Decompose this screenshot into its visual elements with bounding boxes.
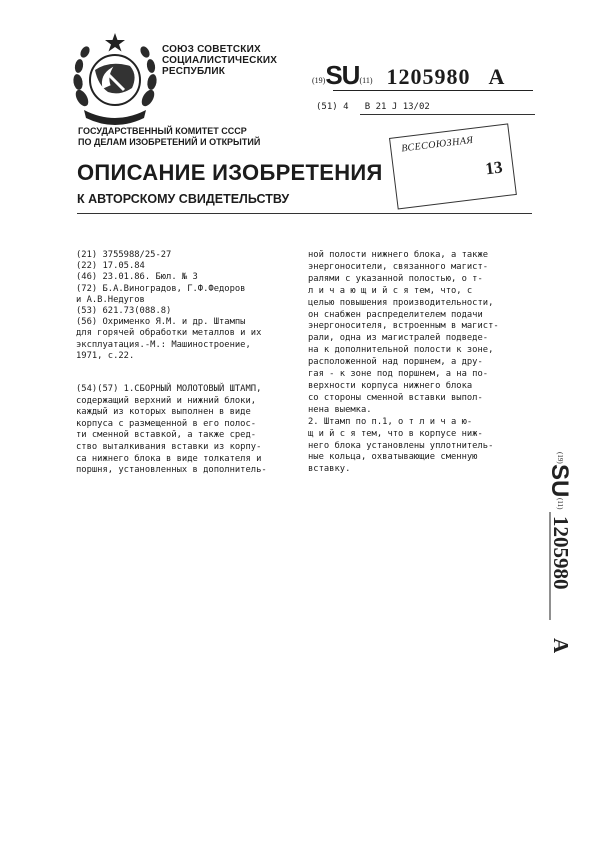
ipc-value: B 21 J 13/02	[364, 102, 430, 112]
claim-line: целью повышения производительности,	[308, 297, 494, 308]
ipc-code: (51) 4	[316, 102, 349, 112]
claim-line: энергоносителя, встроенным в магист-	[308, 321, 499, 332]
claim-line: вставку.	[308, 464, 351, 475]
side-number: 1205980	[549, 516, 573, 590]
biblio-line: (56) Охрименко Я.М. и др. Штампы	[76, 317, 246, 328]
claims-left-column	[76, 384, 306, 477]
claim-line: ные кольца, охватывающие сменную	[308, 452, 478, 463]
claim-line: гая - к зоне под поршнем, а на по-	[308, 369, 489, 380]
claim-line: щ и й с я тем, что в корпусе ниж-	[308, 428, 483, 439]
committee-line: ПО ДЕЛАМ ИЗОБРЕТЕНИЙ И ОТКРЫТИЙ	[78, 137, 261, 147]
claim-line: него блока установлены уплотнитель-	[308, 440, 494, 451]
claim-line: расположенной над поршнем, а дру-	[308, 357, 483, 368]
ipc-classification	[316, 102, 430, 112]
side-code-11: (11)	[556, 498, 564, 510]
claim-line: поршня, установленных в дополнитель-	[76, 465, 267, 476]
union-line: СОЦИАЛИСТИЧЕСКИХ	[162, 55, 278, 66]
biblio-line: (21) 3755988/25-27	[76, 250, 172, 260]
claim-line: на к дополнительной полости к зоне,	[308, 345, 494, 356]
union-name	[162, 44, 277, 77]
claim-line: л и ч а ю щ и й с я тем, что, с	[308, 285, 473, 296]
claim-line: (54)(57) 1.СБОРНЫЙ МОЛОТОВЫЙ ШТАМП,	[76, 384, 262, 394]
claim-line: ралями с указанной полостью, о т-	[308, 273, 483, 284]
stamp-number: 13	[484, 157, 504, 179]
code-11: (11)	[359, 75, 373, 85]
side-country-code: SU	[546, 464, 573, 498]
claim-line: нена выемка.	[308, 404, 372, 415]
claims-right-column	[308, 250, 528, 476]
claim-line: энергоносители, связанного магист-	[308, 261, 489, 272]
biblio-line: (53) 621.73(088.8)	[76, 306, 172, 317]
patent-kind: A	[488, 64, 505, 89]
ussr-emblem-icon	[70, 30, 160, 130]
divider	[333, 90, 533, 91]
biblio-line: для горячей обработки металлов и их	[76, 328, 262, 339]
claim-line: он снабжен распределителем подачи	[308, 309, 483, 320]
side-kind: A	[549, 638, 573, 654]
biblio-line: 1971, с.22.	[76, 350, 135, 361]
patent-number-block	[312, 60, 504, 91]
document-title: ОПИСАНИЕ ИЗОБРЕТЕНИЯ	[77, 160, 383, 185]
claim-line: ти сменной вставкой, а также сред-	[76, 430, 257, 441]
biblio-line: (22) 17.05.84	[76, 261, 145, 272]
code-19: (19)	[312, 75, 326, 85]
patent-number: 1205980	[386, 64, 471, 89]
bibliographic-data	[76, 250, 302, 362]
claim-line: ство выталкивания вставки из корпу-	[76, 441, 262, 452]
claim-line: корпуса с размещенной в его полос-	[76, 418, 257, 429]
claim-line: рали, одна из магистралей подведе-	[308, 333, 489, 344]
stamp-text: ВСЕСОЮЗНАЯ	[400, 134, 475, 155]
claim-line: каждый из которых выполнен в виде	[76, 407, 251, 418]
divider	[77, 213, 532, 214]
claim-line: са нижнего блока в виде толкателя и	[76, 453, 262, 464]
library-stamp	[389, 123, 517, 209]
claim-line: содержащий верхний и нижний блоки,	[76, 395, 257, 406]
biblio-line: (72) Б.А.Виноградов, Г.Ф.Федоров	[76, 283, 246, 294]
union-line: СОЮЗ СОВЕТСКИХ	[162, 44, 261, 55]
country-code: SU	[325, 60, 360, 90]
side-code-19: (19)	[556, 452, 564, 464]
committee-line: ГОСУДАРСТВЕННЫЙ КОМИТЕТ СССР	[78, 126, 247, 136]
document-subtitle: К АВТОРСКОМУ СВИДЕТЕЛЬСТВУ	[77, 192, 290, 206]
divider	[360, 114, 535, 115]
claim-line: верхности корпуса нижнего блока	[308, 380, 473, 391]
union-line: РЕСПУБЛИК	[162, 66, 226, 77]
claim-line: со стороны сменной вставки выпол-	[308, 392, 483, 403]
biblio-line: и А.В.Недугов	[76, 294, 145, 305]
side-patent-number	[538, 450, 573, 660]
claim-line: 2. Штамп по п.1, о т л и ч а ю-	[308, 416, 473, 427]
biblio-line: (46) 23.01.86. Бюл. № 3	[76, 272, 198, 283]
claim-line: ной полости нижнего блока, а также	[308, 250, 489, 260]
biblio-line: эксплуатация.-М.: Машиностроение,	[76, 339, 251, 350]
committee-name	[78, 126, 260, 148]
